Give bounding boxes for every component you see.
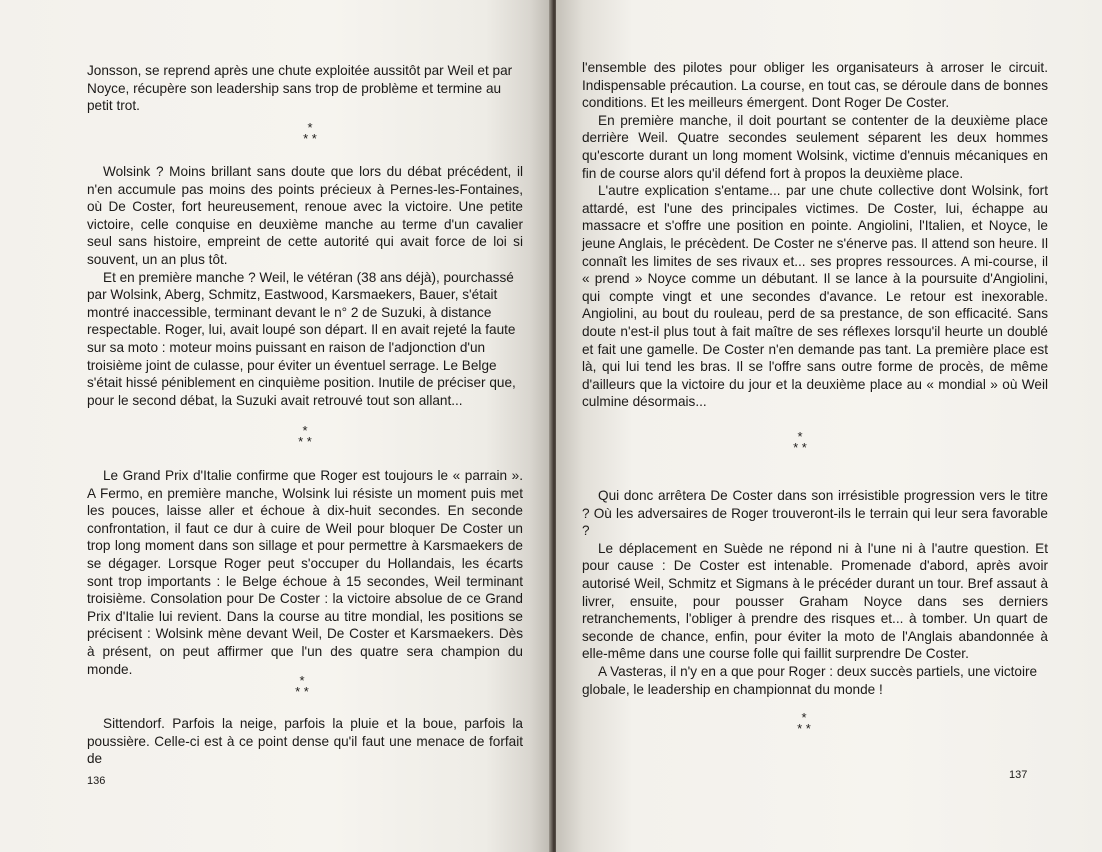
left-text-block-3 xyxy=(87,467,523,678)
left-text-block-2 xyxy=(87,163,523,409)
section-separator: * * * xyxy=(797,710,811,736)
paragraph: Jonsson, se reprend après une chute exploitée aussitôt par Weil et par Noyce, récupère son leadership sans trop de problème et termine au petit trot. xyxy=(87,63,513,114)
paragraph: Wolsink ? Moins brillant sans doute que lors du débat précédent, il n'en accumule pas moins des points précieux à Pernes-les-Fontaines, où De Coster, fort heureusement, renoue avec la victoire. Une petite victoire, celle conquise en deuxième manche au terme d'un cavalier seul sans histoire, empreint de cette autorité qui avait force de loi si souvent, un an plus tôt. xyxy=(87,164,523,267)
paragraph: Le Grand Prix d'Italie confirme que Roger est toujours le « parrain ». A Fermo, en première manche, Wolsink lui résiste un moment puis met les pouces, laisse aller et échoue à dix-huit secondes. En seconde confrontation, il faut ce dur à cuire de Weil pour bloquer De Coster un trop long moment dans son sillage et pour permettre à Karsmaekers de se dégager. Lorsque Roger peut s'occuper du Hollandais, les écarts sont trop importants : le Belge échoue à 15 secondes, Weil terminant troisième. Consolation pour De Coster : la victoire absolue de ce Grand Prix d'Italie lui revient. Dans la course au titre mondial, les positions se précisent : Wolsink mène devant Weil, De Coster et Karsmaekers. Dès à présent, on peut affirmer que l'un des quatre sera champion du monde. xyxy=(87,468,523,677)
section-separator: * * * xyxy=(303,120,317,146)
paragraph: A Vasteras, il n'y en a que pour Roger : deux succès partiels, une victoire globale, le leadership en championnat du monde ! xyxy=(582,663,1038,697)
right-text-block-2 xyxy=(582,487,1048,698)
left-text-block-4 xyxy=(87,715,523,768)
paragraph: En première manche, il doit pourtant se contenter de la deuxième place derrière Weil. Quatre secondes seulement séparent les deux hommes qu'escorte durant un long moment Wolsink, victime d'ennuis mécaniques en fin de course alors qu'il défend fort à propos la deuxième place. xyxy=(582,112,1048,181)
paragraph: Et en première manche ? Weil, le vétéran (38 ans déjà), pourchassé par Wolsink, Aberg, Schmitz, Eastwood, Karsmaekers, Bauer, s'était montré inaccessible, terminant devant le n° 2 de Suzuki, à distance respectable. Roger, lui, avait loupé son départ. Il en avait rejeté la faute sur sa moto : moteur moins puissant en raison de l'adjonction d'un troisième joint de culasse, pour éviter un éventuel serrage. Le Belge s'était hissé péniblement en cinquième position. Inutile de préciser que, pour le second débat, la Suzuki avait retrouvé tout son allant... xyxy=(87,269,516,408)
paragraph: Sittendorf. Parfois la neige, parfois la pluie et la boue, parfois la poussière. Celle-ci est à ce point dense qu'il faut une menace de forfait de xyxy=(87,716,523,767)
right-page xyxy=(556,0,1102,852)
right-text-block-1 xyxy=(582,59,1048,411)
section-separator: * * * xyxy=(298,423,312,449)
paragraph: L'autre explication s'entame... par une chute collective dont Wolsink, fort attardé, est l'une des principales victimes. De Coster, lui, échappe au massacre et s'offre une position en pointe. Angiolini, l'Italien, et Noyce, le jeune Anglais, le précèdent. De Coster ne s'énerve pas. Il attend son heure. Il connaît les limites de ses rivaux et... ses propres ressources. A mi-course, il « prend » Noyce comme un débutant. Il se lance à la poursuite d'Angiolini, qui compte vingt et une secondes d'avance. Le retour est inexorable. Angiolini, au bout du rouleau, perd de sa prestance, de son efficacité. Sans doute n'est-il plus tout à fait maître de ses réflexes lorsqu'il heurte un doublé et fait une gamelle. De Coster n'en demande pas tant. La première place est là, qui lui tend les bras. Il se l'offre sans outre forme de procès, de même d'ailleurs que la victoire du jour et la deuxième place au « mondial » où Weil culmine désormais... xyxy=(582,183,1048,410)
page-number: 137 xyxy=(1009,769,1028,781)
paragraph: l'ensemble des pilotes pour obliger les organisateurs à arroser le circuit. Indispensable précaution. La course, en tout cas, se déroule dans de bonnes conditions. Et les meilleurs émergent. Dont Roger De Coster. xyxy=(582,60,1048,111)
left-text-block-1 xyxy=(87,62,523,115)
paragraph: Le déplacement en Suède ne répond ni à l'une ni à l'autre question. Et pour cause : De Coster est intenable. Promenade d'abord, après avoir autorisé Weil, Schmitz et Sigmans à le précéder durant un tour. Bref assaut à livrer, ensuite, pour pousser Graham Noyce dans ses derniers retranchements, l'obliger à prendre des risques et... à tomber. Un quart de seconde de chance, enfin, pour éviter la moto de l'Anglais abandonnée à elle-même dans une course folle qui faillit surprendre De Coster. xyxy=(582,540,1048,662)
section-separator: * * * xyxy=(793,429,807,455)
page-number: 136 xyxy=(87,775,106,787)
paragraph: Qui donc arrêtera De Coster dans son irrésistible progression vers le titre ? Où les adversaires de Roger trouveront-ils le terrain qui leur sera favorable ? xyxy=(582,488,1048,539)
section-separator: * * * xyxy=(295,673,309,699)
